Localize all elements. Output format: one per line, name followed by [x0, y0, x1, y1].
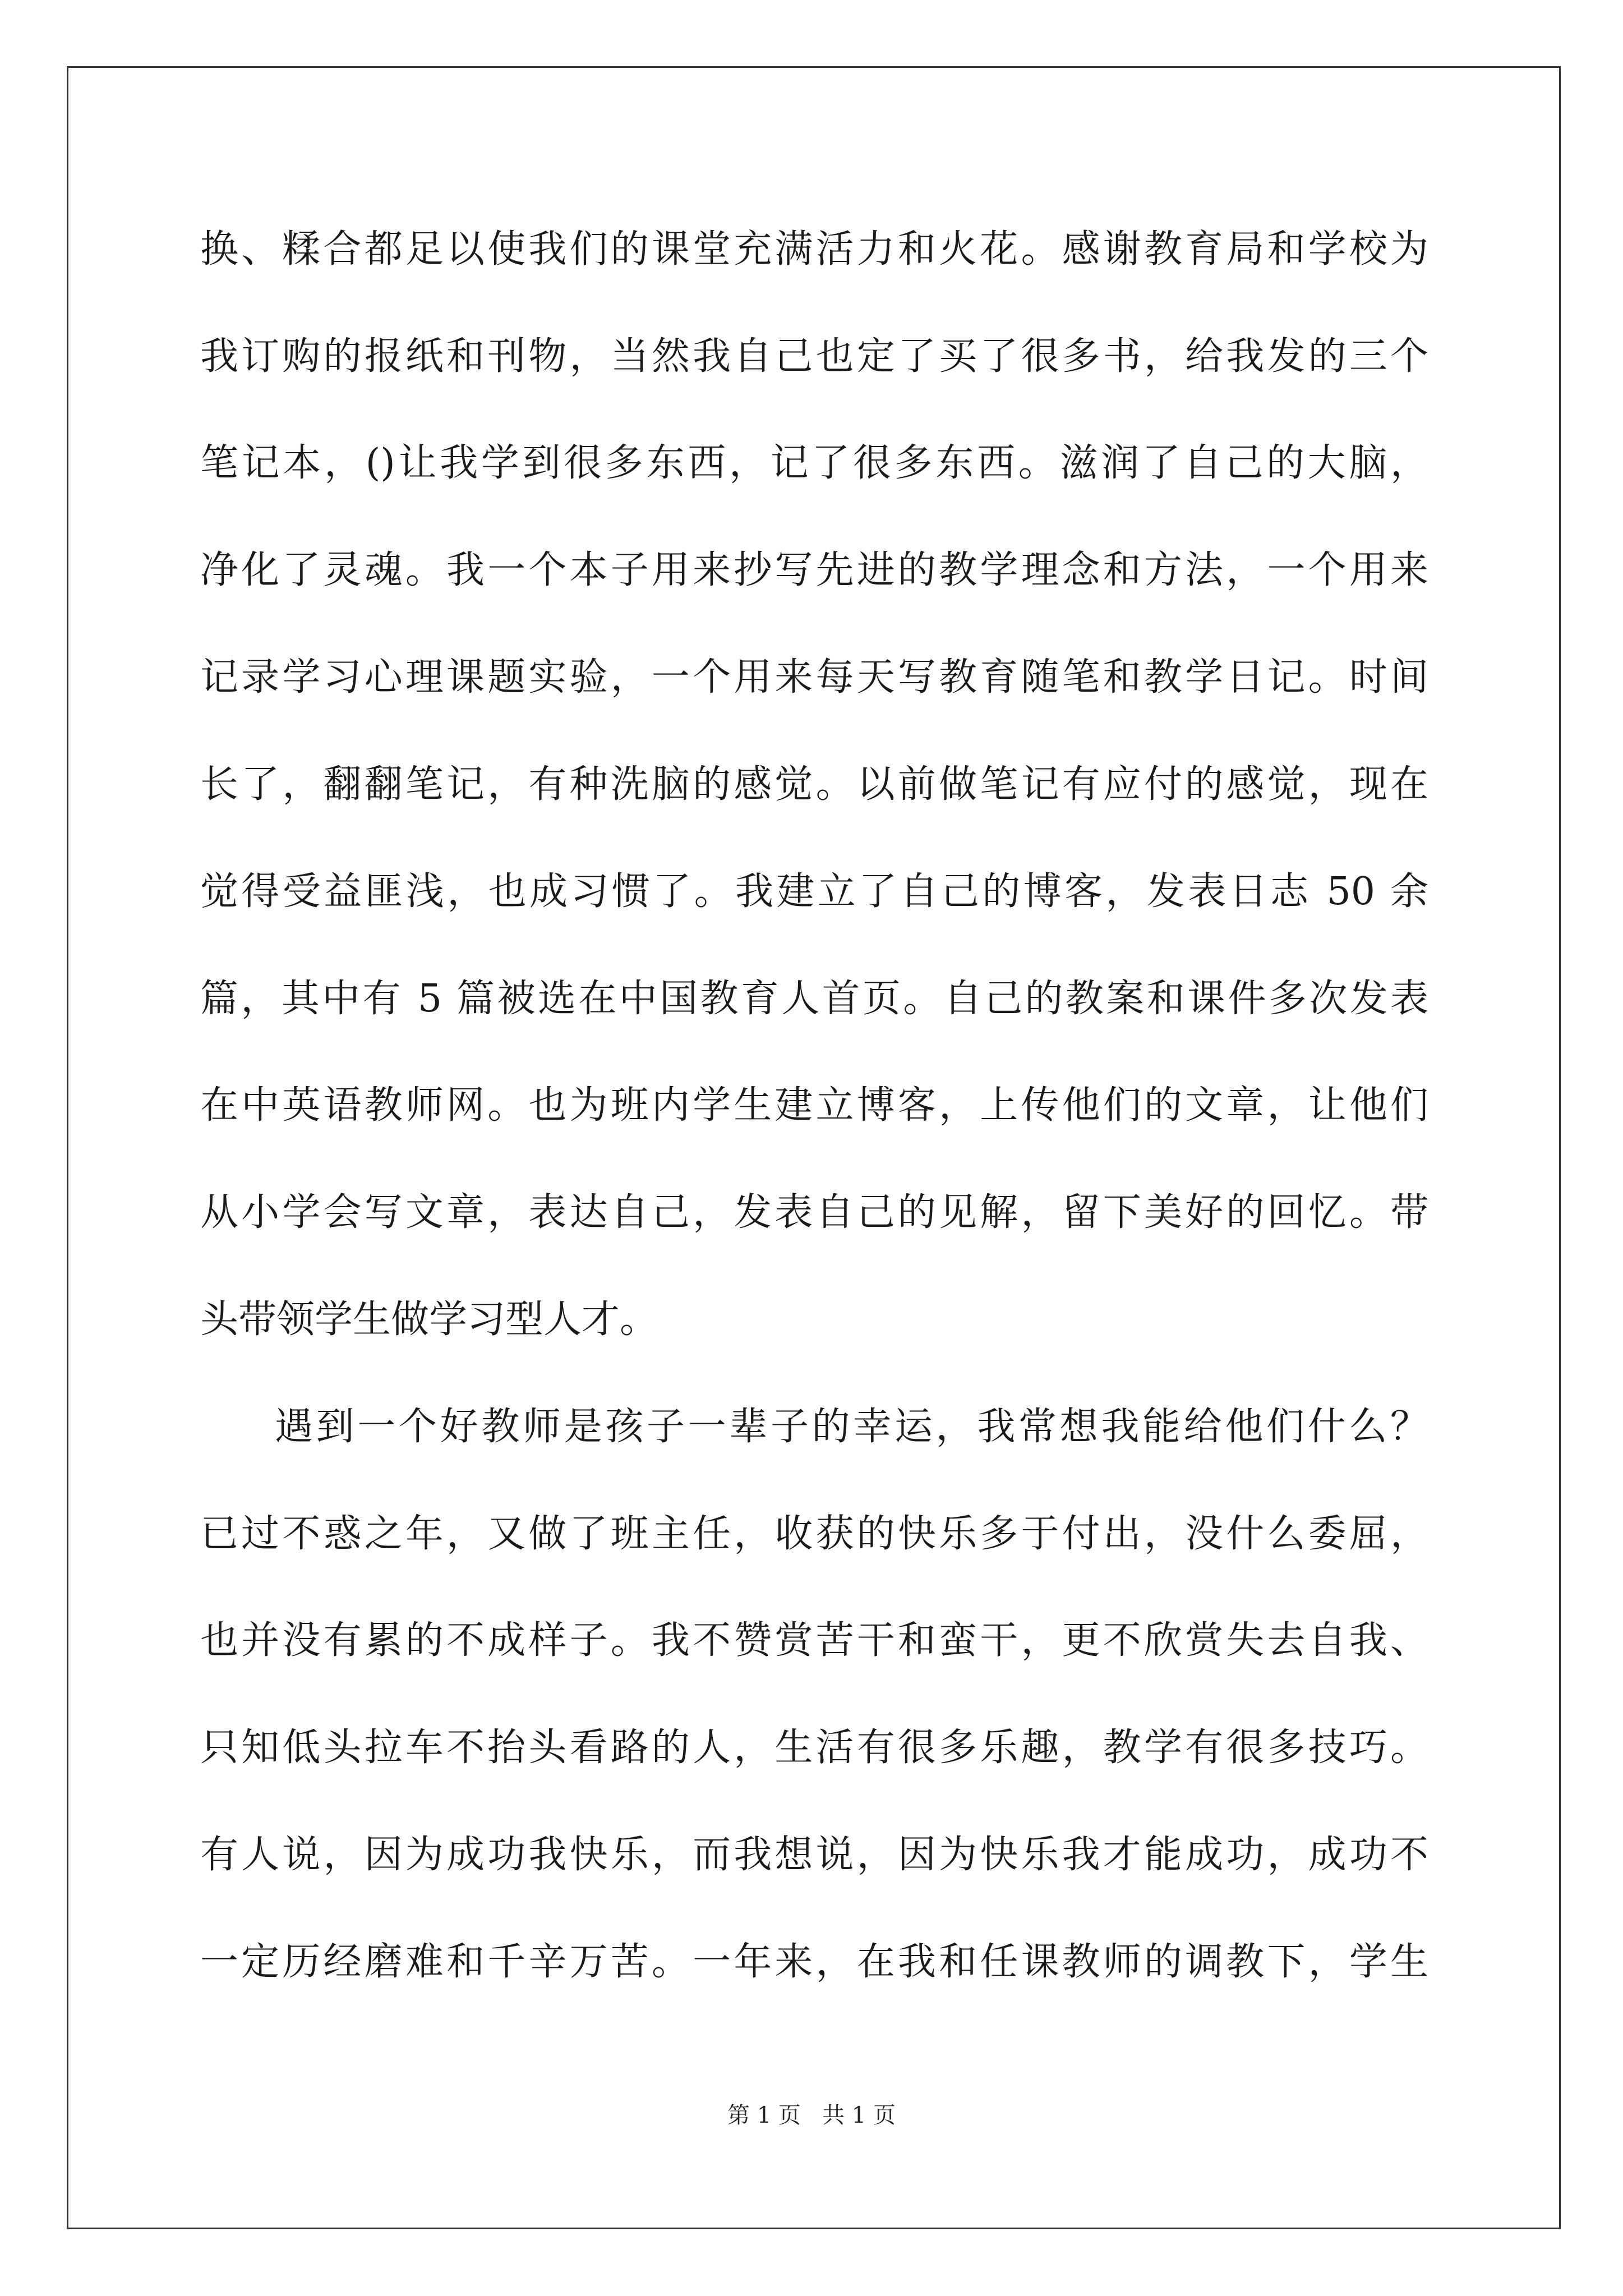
page-border	[67, 66, 1561, 2229]
text-line: 从小学会写文章，表达自己，发表自己的见解，留下美好的回忆。带	[200, 1190, 1428, 1235]
text-line: 记录学习心理课题实验，一个用来每天写教育随笔和教学日记。时间	[200, 655, 1428, 700]
text-line: 只知低头拉车不抬头看路的人，生活有很多乐趣，教学有很多技巧。	[200, 1726, 1428, 1770]
text-line: 长了，翻翻笔记，有种洗脑的感觉。以前做笔记有应付的感觉，现在	[200, 762, 1428, 807]
text-line: 我订购的报纸和刊物，当然我自己也定了买了很多书，给我发的三个	[200, 334, 1428, 379]
text-line: 笔记本，()让我学到很多东西，记了很多东西。滋润了自己的大脑，	[200, 441, 1428, 485]
text-line: 也并没有累的不成样子。我不赞赏苦干和蛮干，更不欣赏失去自我、	[200, 1618, 1428, 1663]
page-footer: 第 1 页 共 1 页	[727, 2102, 896, 2128]
text-line: 觉得受益匪浅，也成习惯了。我建立了自己的博客，发表日志 50 余	[200, 869, 1428, 914]
text-line: 篇，其中有 5 篇被选在中国教育人首页。自己的教案和课件多次发表	[200, 977, 1428, 1021]
text-line: 净化了灵魂。我一个本子用来抄写先进的教学理念和方法，一个用来	[200, 548, 1428, 592]
text-line: 一定历经磨难和千辛万苦。一年来，在我和任课教师的调教下，学生	[200, 1940, 1428, 1984]
paragraph-first-line: 遇到一个好教师是孩子一辈子的幸运，我常想我能给他们什么？	[275, 1405, 1428, 1449]
text-line: 换、糅合都足以使我们的课堂充满活力和火花。感谢教育局和学校为	[200, 227, 1428, 272]
text-line: 已过不惑之年，又做了班主任，收获的快乐多于付出，没什么委屈，	[200, 1512, 1428, 1556]
text-line: 有人说，因为成功我快乐，而我想说，因为快乐我才能成功，成功不	[200, 1833, 1428, 1877]
text-line: 头带领学生做学习型人才。	[200, 1297, 658, 1342]
text-line: 在中英语教师网。也为班内学生建立博客，上传他们的文章，让他们	[200, 1083, 1428, 1128]
